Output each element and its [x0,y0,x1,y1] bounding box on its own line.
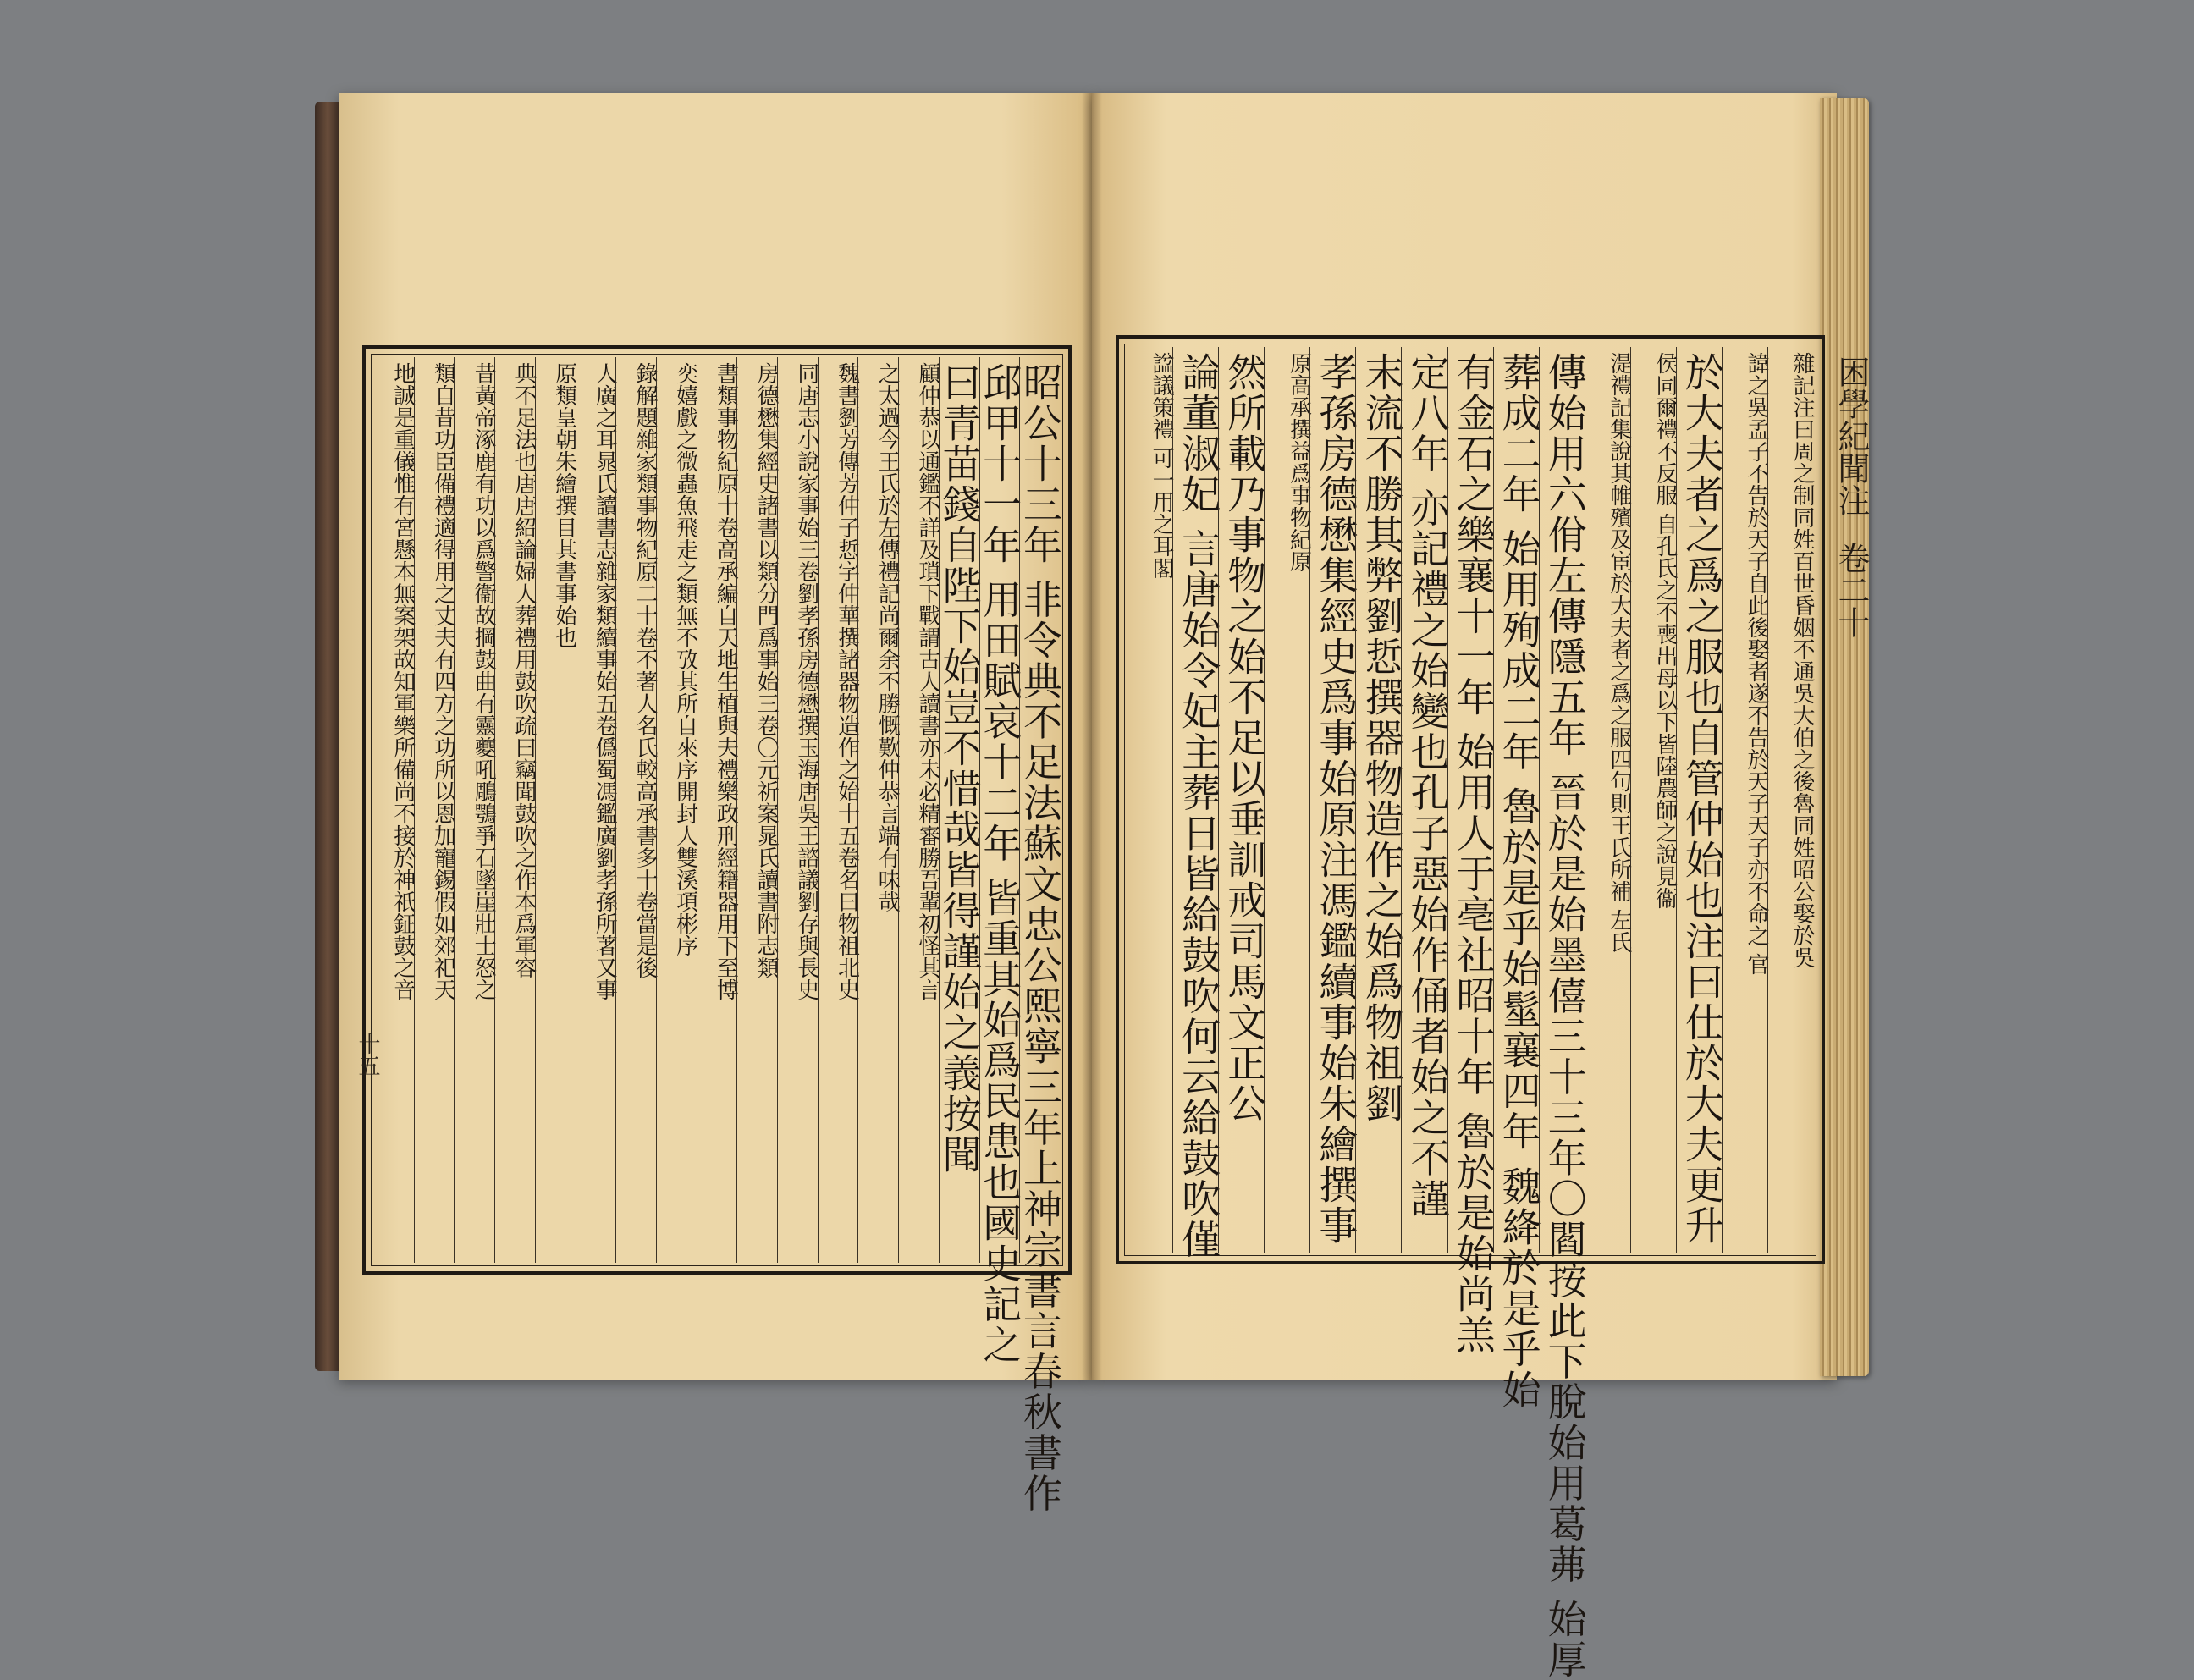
text-column: 之太過今王氏於左傳禮記尚爾余不勝慨歎仲恭言端有味哉 [857,357,898,1263]
text-column: 同唐志小說家事始三卷劉孝孫房德懋撰玉海唐吳王諮議劉存與長史 [777,357,818,1263]
text-column: 類自昔功臣備禮適得用之丈夫有四方之功所以恩加寵錫假如郊祀天 [414,357,455,1263]
text-column: 有金石之樂襄十一年 始用人于亳社昭十年 魯於是始尚羔 [1447,347,1493,1253]
text-column: 傳始用六佾左傳隱五年 晉於是始墨僖三十三年〇閻按此下脫始用葛茀 始厚 [1539,347,1585,1253]
text-column: 末流不勝其弊劉悊撰器物造作之始爲物祖劉 [1355,347,1401,1253]
running-title: 困學紀聞注 [1833,355,1870,516]
text-column: 房德懋集經史諸書以類分門爲事始三卷〇元祈案晁氏讀書附志類 [736,357,777,1263]
text-column: 邱甲十一年 用田賦哀十二年 皆重其始爲民患也國史記之 [979,357,1020,1263]
text-column: 諱之吳孟子不告於天子自此後娶者遂不告於天子天子亦不命之 官 [1722,347,1767,1253]
text-column: 原類皇朝朱繪撰目其書事始也 [535,357,576,1263]
text-column: 錄解題雜家類事物紀原二十卷不著人名氏較高承書多十卷當是後 [615,357,656,1263]
text-column: 原高承撰益爲事物紀原 [1264,347,1309,1253]
text-column: 葬成二年 始用殉成二年 魯於是乎始髽襄四年 魏絳於是乎始 [1493,347,1539,1253]
text-column: 典不足法也唐唐紹論婦人葬禮用鼓吹疏曰竊聞鼓吹之作本爲軍容 [494,357,535,1263]
text-column: 諡議策禮 可一用之耳閣 [1149,352,1175,580]
right-columns [1127,347,1815,1680]
text-column: 人廣之耳晁氏讀書志雜家類續事始五卷僞蜀馮鑑廣劉孝孫所著又事 [576,357,616,1263]
text-column: 侯同爾禮不反服 自孔氏之不喪出母以下皆陸農師之說見衞 [1630,347,1676,1253]
text-column: 於大夫者之爲之服也自管仲始也注曰仕於大夫更升 [1676,347,1722,1253]
text-column: 曰青苗錢自陛下始豈不惜哉皆得謹始之義按聞 [939,357,979,1263]
text-column: 孝孫房德懋集經史爲事始原注馮鑑續事始朱繪撰事 [1309,347,1355,1253]
text-column: 奕嬉戲之微蟲魚飛走之類無不攷其所自來序開封人雙溪項彬序 [656,357,697,1263]
text-column: 書類事物紀原十卷高承編自天地生植與夫禮樂政刑經籍器用下至博 [697,357,737,1263]
left-text-frame [362,345,1072,1514]
book-gutter [1082,93,1102,1380]
text-column: 論董淑妃 言唐始令妃主葬日皆給鼓吹何云給鼓吹僅 [1172,347,1218,1253]
folio-number: 十五 [355,1033,380,1077]
volume-label: 卷二十 [1833,542,1870,638]
right-text-frame [1116,335,1825,1680]
page-stack-edge [1820,98,1869,1376]
text-column: 魏書劉芳傳芳仲子悊字仲華撰諸器物造作之始十五卷名曰物祖北史 [818,357,858,1263]
text-column: 顧仲恭以通鑑不詳及瑣下戰謂古人讀書亦未必精審勝吾輩初怪其言 [898,357,939,1263]
text-column: 湜禮記集說其帷殯及宦於大夫者之爲之服四句則王氏所補 左氏 [1585,347,1630,1253]
text-column: 地誠是重儀惟有宮懸本無案架故知軍樂所備尚不接於神祇鉦鼓之音 [389,362,416,1000]
text-column: 雜記注曰周之制同姓百世昏姻不通吳大伯之後魯同姓昭公娶於吳 [1767,347,1813,1253]
left-columns [374,357,1063,1514]
text-column: 昔黃帝涿鹿有功以爲警衞故掆鼓曲有靈夔吼鵰鶚爭石墜崖壯士怒之 [454,357,494,1263]
text-column: 然所載乃事物之始不足以垂訓戒司馬文正公 [1218,347,1264,1253]
text-column: 定八年 亦記禮之始變也孔子惡始作俑者始之不謹 [1401,347,1447,1253]
text-column: 昭公十三年 非令典不足法蘇文忠公熙寧三年上神宗書言春秋書作 [1019,357,1060,1263]
